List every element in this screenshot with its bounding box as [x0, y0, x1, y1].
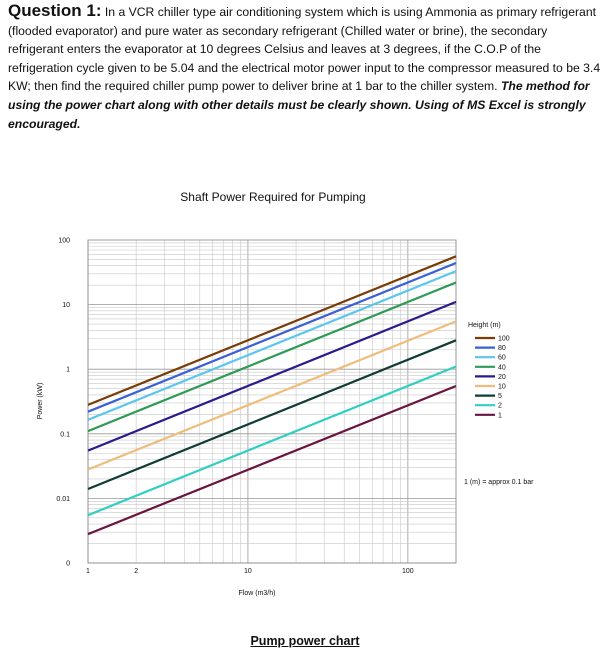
chart-title: Shaft Power Required for Pumping: [180, 190, 366, 204]
legend-title: Height (m): [468, 322, 501, 329]
legend-label: 40: [498, 364, 506, 372]
chart-grid: [88, 240, 456, 563]
y-tick-label: 0: [66, 560, 70, 568]
question-body: In a VCR chiller type air conditioning system which is using Ammonia as primary refrigerant (flooded evaporator) and pure water as secondary refrigerant (Chilled water or brine), the secondary refrigerant enters the evaporator at 10 degrees Celsius and leaves at 3 degrees, if the C.O.P of the refrigeration cycle given to be 5.04 and the electrical motor power input to the compressor measured to be 3.4 KW; then find the required chiller pump power to deliver brine at 1 bar to the chiller system.: [8, 5, 601, 94]
x-axis-label: Flow (m3/h): [238, 590, 276, 597]
y-tick-label: 100: [58, 237, 70, 245]
x-tick-label: 100: [402, 568, 414, 575]
question-text: [8, 2, 604, 133]
chart-caption: Pump power chart: [250, 634, 360, 648]
x-tick-label: 1: [86, 568, 90, 575]
y-axis-ticks: [56, 238, 70, 568]
legend-label: 100: [498, 335, 510, 343]
y-tick-label: 0.01: [56, 495, 70, 503]
y-tick-label: 0.1: [60, 431, 70, 439]
legend-label: 80: [498, 345, 506, 353]
question-heading: Question 1:: [8, 1, 102, 20]
legend-label: 5: [498, 393, 502, 401]
y-tick-label: 1: [66, 366, 70, 374]
x-tick-label: 10: [244, 568, 252, 575]
legend-label: 1: [498, 412, 502, 420]
legend-note: 1 (m) = approx 0.1 bar: [464, 479, 534, 486]
question-note: The method for using the power chart along with other details must be clearly shown. Using of MS Excel is strongly encouraged.: [8, 79, 590, 131]
y-axis-label: Power (kW): [37, 382, 44, 420]
chart-legend: [475, 336, 510, 420]
legend-label: 20: [498, 373, 506, 381]
pump-power-chart: [0, 180, 610, 620]
x-axis-ticks: [86, 568, 414, 575]
legend-label: 10: [498, 383, 506, 391]
y-tick-label: 10: [62, 302, 70, 310]
legend-label: 60: [498, 354, 506, 362]
x-tick-label: 2: [134, 568, 139, 575]
legend-label: 2: [498, 402, 502, 410]
